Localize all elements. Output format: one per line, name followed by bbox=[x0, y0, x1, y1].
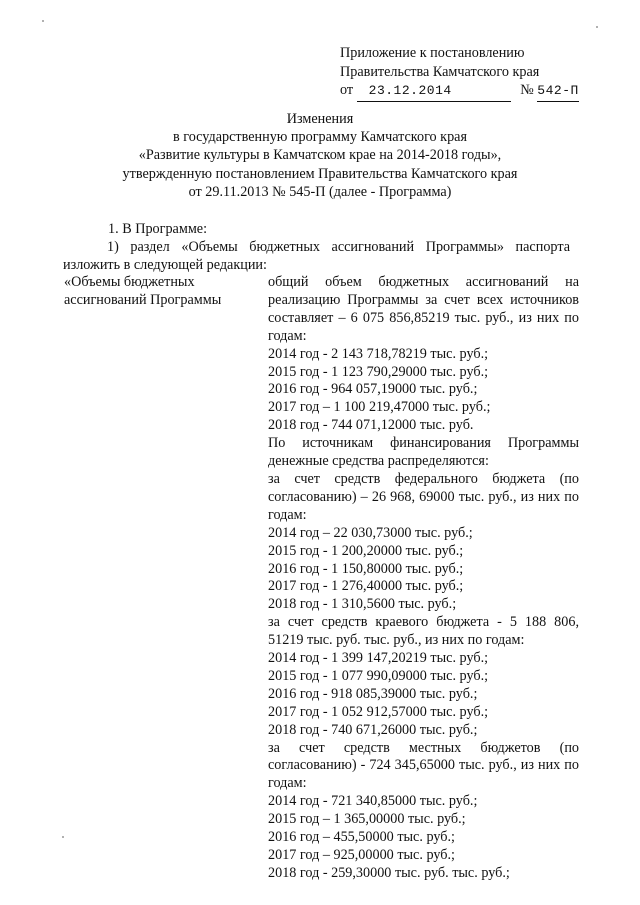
title-line: утвержденную постановлением Правительства Камчатского края bbox=[122, 165, 518, 182]
total-year-line: 2017 год – 1 100 219,47000 тыс. руб.; bbox=[268, 399, 491, 416]
total-year-line: 2014 год - 2 143 718,78219 тыс. руб.; bbox=[268, 345, 489, 362]
local-year-line: 2014 год - 721 340,85000 тыс. руб.; bbox=[268, 793, 478, 810]
local-year-line: 2018 год - 259,30000 тыс. руб. тыс. руб.; bbox=[268, 864, 510, 881]
federal-year-line: 2016 год - 1 150,80000 тыс. руб.; bbox=[268, 560, 464, 577]
table-row-content bbox=[268, 274, 579, 883]
federal-year-line: 2015 год - 1 200,20000 тыс. руб.; bbox=[268, 542, 464, 559]
item-1: 1. В Программе: bbox=[108, 221, 208, 237]
federal-year-line: 2014 год – 22 030,73000 тыс. руб.; bbox=[268, 524, 473, 541]
local-year-line: 2016 год – 455,50000 тыс. руб.; bbox=[268, 829, 455, 846]
title-line: в государственную программу Камчатского края bbox=[173, 129, 467, 146]
regional-year-line: 2014 год - 1 399 147,20219 тыс. руб.; bbox=[268, 650, 489, 667]
number-label: № bbox=[520, 82, 534, 98]
local-paragraph: за счет средств местных бюджетов (по согласованию) - 724 345,65000 тыс. руб., из них по годам: bbox=[268, 739, 579, 792]
local-year-line: 2017 год – 925,00000 тыс. руб.; bbox=[268, 847, 455, 863]
local-year-line: 2015 год – 1 365,00000 тыс. руб.; bbox=[268, 811, 466, 828]
regional-year-line: 2018 год - 740 671,26000 тыс. руб.; bbox=[268, 721, 478, 738]
scan-speck bbox=[62, 836, 64, 838]
appendix-line-1: Приложение к постановлению bbox=[340, 45, 525, 61]
title-line: от 29.11.2013 № 545-П (далее - Программа) bbox=[188, 183, 452, 200]
federal-year-line: 2017 год - 1 276,40000 тыс. руб.; bbox=[268, 578, 464, 595]
title-line: Изменения bbox=[286, 111, 354, 127]
number-value: 542-П bbox=[537, 83, 579, 98]
item-2: 1) раздел «Объемы бюджетных ассигнований Программы» паспорта изложить в следующей редакции: bbox=[63, 239, 570, 274]
regional-year-line: 2016 год - 918 085,39000 тыс. руб.; bbox=[268, 685, 478, 702]
regional-year-line: 2015 год - 1 077 990,09000 тыс. руб.; bbox=[268, 667, 489, 684]
document-title bbox=[0, 110, 640, 201]
total-year-line: 2015 год - 1 123 790,29000 тыс. руб.; bbox=[268, 363, 489, 380]
federal-year-line: 2018 год - 1 310,5600 тыс. руб.; bbox=[268, 596, 457, 613]
date-field bbox=[357, 81, 511, 102]
federal-paragraph: за счет средств федерального бюджета (по согласованию) – 26 968, 69000 тыс. руб., из них по годам: bbox=[268, 470, 579, 523]
scan-speck bbox=[42, 20, 44, 22]
number-field bbox=[537, 81, 579, 102]
scan-speck bbox=[596, 26, 598, 28]
from-label: от bbox=[340, 82, 354, 98]
appendix-line-2: Правительства Камчатского края bbox=[340, 63, 540, 80]
date-value: 23.12.2014 bbox=[368, 83, 452, 98]
table-row-label: «Объемы бюджетных ассигнований Программы bbox=[64, 274, 222, 308]
sources-intro: По источникам финансирования Программы денежные средства распределяются: bbox=[268, 435, 579, 470]
regional-year-line: 2017 год - 1 052 912,57000 тыс. руб.; bbox=[268, 703, 489, 720]
appendix-header bbox=[340, 44, 590, 102]
title-line: «Развитие культуры в Камчатском крае на 2014-2018 годы», bbox=[138, 147, 502, 164]
total-paragraph: общий объем бюджетных ассигнований на реализацию Программы за счет всех источников составляет – 6 075 856,85219 тыс. руб., из них по годам: bbox=[268, 274, 579, 344]
appendix-date-line bbox=[340, 81, 590, 102]
regional-paragraph: за счет средств краевого бюджета - 5 188 806, 51219 тыс. руб. тыс. руб., из них по годам: bbox=[268, 614, 579, 649]
total-year-line: 2018 год - 744 071,12000 тыс. руб. bbox=[268, 417, 474, 434]
total-year-line: 2016 год - 964 057,19000 тыс. руб.; bbox=[268, 381, 478, 398]
